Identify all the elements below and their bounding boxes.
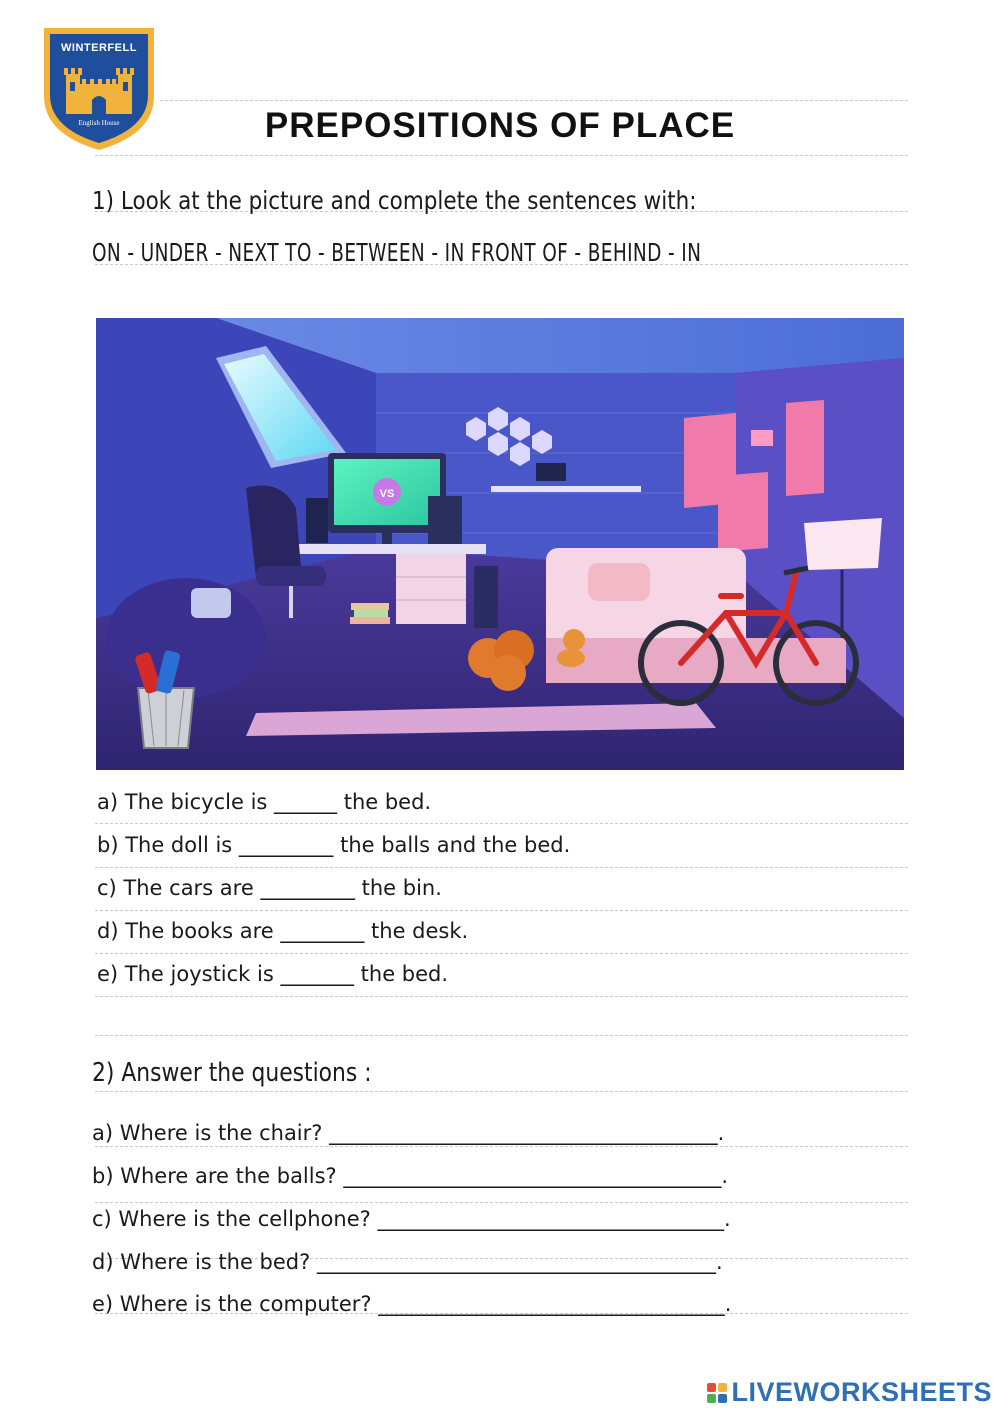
page-title: PREPOSITIONS OF PLACE: [264, 106, 736, 145]
ruled-line: [95, 910, 908, 911]
brand-name: LIVEWORKSHEETS: [731, 1377, 992, 1407]
ruled-line: [95, 953, 908, 954]
ruled-line: [95, 1035, 908, 1036]
liveworksheets-logo-icon: [707, 1383, 727, 1403]
ruled-line: [95, 823, 908, 824]
section2-heading: 2) Answer the questions :: [92, 1058, 372, 1088]
logo-subtitle: English House: [78, 119, 120, 127]
logo-name: WINTERFELL: [61, 42, 137, 54]
sentence-e: e) The joystick is _______ the bed.: [97, 962, 449, 986]
liveworksheets-brand[interactable]: [707, 1377, 992, 1408]
ruled-line: [95, 1091, 908, 1092]
question-e: e) Where is the computer? _________________________________.: [92, 1292, 732, 1316]
sentence-d: d) The books are ________ the desk.: [97, 919, 469, 943]
bedroom-illustration: [96, 318, 904, 770]
ruled-line: [95, 155, 908, 156]
sentence-c: c) The cars are _________ the bin.: [97, 876, 442, 900]
ruled-line: [160, 100, 908, 101]
ruled-line: [95, 996, 908, 997]
ruled-line: [95, 867, 908, 868]
screen-label: VS: [379, 488, 395, 500]
sentence-a: a) The bicycle is ______ the bed.: [97, 790, 432, 814]
prepositions-list: ON - UNDER - NEXT TO - BETWEEN - IN FRONT OF - BEHIND - IN: [92, 238, 702, 267]
question-a: a) Where is the chair? _____________________________________.: [92, 1121, 725, 1145]
ruled-line: [95, 1202, 908, 1203]
question-c: c) Where is the cellphone? _________________________________.: [92, 1207, 731, 1231]
sentence-b: b) The doll is _________ the balls and the bed.: [97, 833, 571, 857]
question-b: b) Where are the balls? ____________________________________.: [92, 1164, 729, 1188]
ruled-line: [95, 1146, 908, 1147]
section1-instruction: 1) Look at the picture and complete the sentences with:: [92, 186, 697, 215]
question-d: d) Where is the bed? ______________________________________.: [92, 1250, 723, 1274]
